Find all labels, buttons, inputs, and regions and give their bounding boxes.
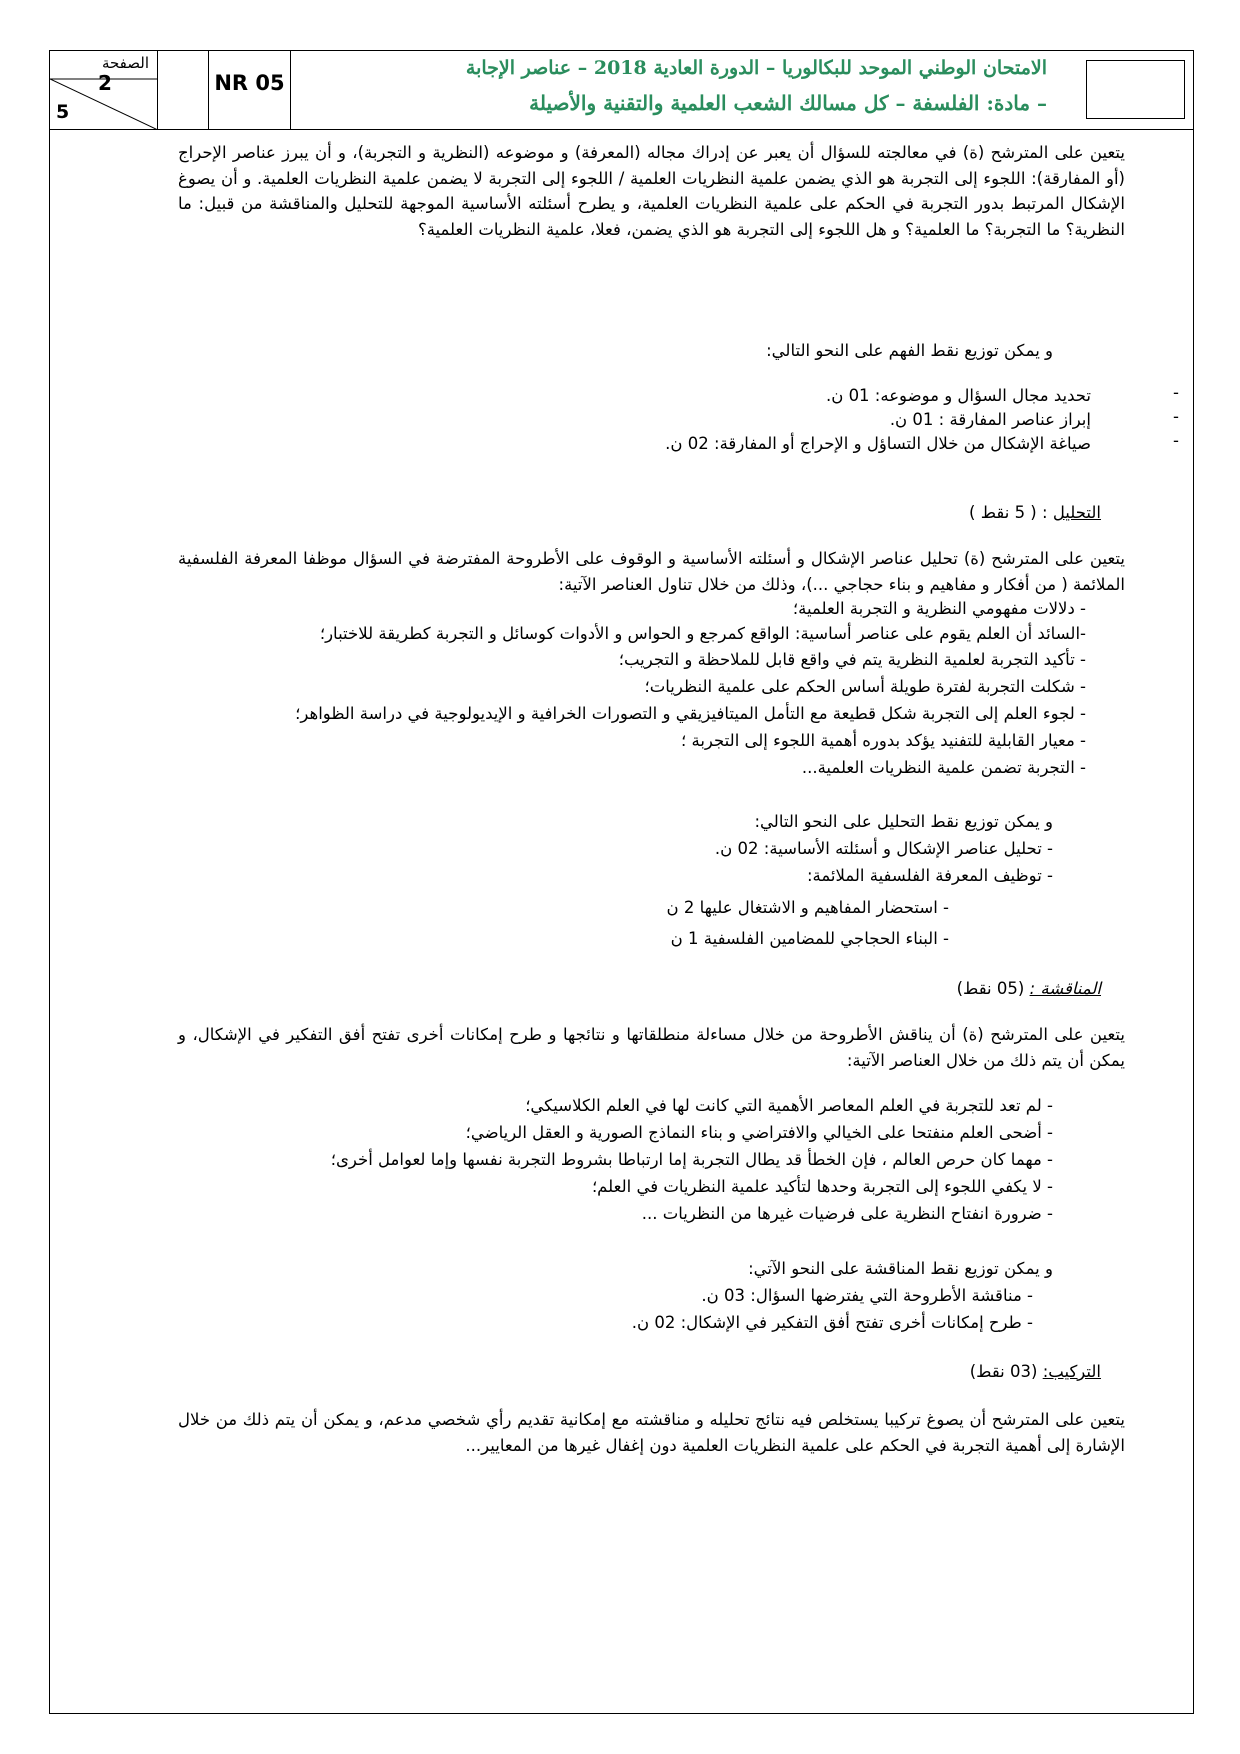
- list-item: صياغة الإشكال من خلال التساؤل و الإحراج أو المفارقة: 02 ن.: [665, 434, 1091, 453]
- analysis-paragraph: يتعين على المترشح (ة) تحليل عناصر الإشكال و أسئلته الأساسية و الوقوف على الأطروحة المفترضة في السؤال موظفا المعرفة الفلسفية الملائمة ( من أفكار و مفاهيم و بناء حجاجي ...)، وذلك من خلال تناول العناصر الآتية:: [178, 549, 1125, 594]
- discussion-heading: [957, 979, 1101, 998]
- synthesis-points: (03 نقط): [969, 1362, 1038, 1381]
- title-box: [291, 51, 1193, 130]
- page-current: 2: [98, 71, 112, 95]
- list-item: - تأكيد التجربة لعلمية النظرية يتم في واقع قابل للملاحظة و التجريب؛: [618, 650, 1086, 669]
- list-item: - طرح إمكانات أخرى تفتح أفق التفكير في الإشكال: 02 ن.: [631, 1313, 1033, 1332]
- page-total: 5: [56, 101, 70, 123]
- analysis-title: التحليل: [1052, 503, 1101, 522]
- answer-content: [50, 130, 1193, 1713]
- bullet-dash: -: [1173, 407, 1179, 426]
- exam-code: [209, 51, 291, 130]
- list-item: - دلالات مفهومي النظرية و التجربة العلمية؛: [792, 599, 1086, 618]
- list-item: - أضحى العلم منفتحا على الخيالي والافتراضي و بناء النماذج الصورية و العقل الرياضي؛: [465, 1123, 1053, 1142]
- list-item: - ضرورة انفتاح النظرية على فرضيات غيرها من النظريات ...: [641, 1204, 1053, 1223]
- analysis-distribution: و يمكن توزيع نقط التحليل على النحو التالي:: [754, 812, 1053, 831]
- exam-code-text: NR 05: [214, 70, 285, 95]
- subject-title: – مادة: الفلسفة – كل مسالك الشعب العلمية والتقنية والأصيلة: [529, 91, 1047, 115]
- list-item: - معيار القابلية للتفنيد يؤكد بدوره أهمية اللجوء إلى التجربة ؛: [681, 731, 1086, 750]
- page-label: الصفحة: [101, 54, 149, 72]
- empty-stamp-box: [1086, 60, 1185, 119]
- list-item: - استحضار المفاهيم و الاشتغال عليها 2 ن: [666, 898, 949, 917]
- list-item: - لا يكفي اللجوء إلى التجربة وحدها لتأكيد علمية النظريات في العلم؛: [591, 1177, 1053, 1196]
- discussion-paragraph: يتعين على المترشح (ة) أن يناقش الأطروحة من خلال مساءلة منطلقاتها و نتائجها و طرح إمكانات أخرى تفتح أفق التفكير في الإشكال، و يمكن أن يتم ذلك من خلال العناصر الآتية:: [178, 1025, 1125, 1070]
- header: [50, 51, 1193, 130]
- page-number-box: [50, 51, 158, 130]
- synthesis-heading: [970, 1362, 1101, 1381]
- synthesis-title: التركيب:: [1042, 1362, 1101, 1381]
- exam-title: الامتحان الوطني الموحد للبكالوريا – الدورة العادية 2018 – عناصر الإجابة: [465, 57, 1047, 79]
- intro-distribution: و يمكن توزيع نقط الفهم على النحو التالي:: [766, 341, 1053, 360]
- list-item: - لم تعد للتجربة في العلم المعاصر الأهمية التي كانت لها في العلم الكلاسيكي؛: [525, 1096, 1053, 1115]
- bullet-dash: -: [1173, 383, 1179, 402]
- list-item: - شكلت التجربة لفترة طويلة أساس الحكم على علمية النظريات؛: [644, 677, 1086, 696]
- discussion-distribution: و يمكن توزيع نقط المناقشة على النحو الآتي:: [748, 1259, 1053, 1278]
- intro-paragraph: يتعين على المترشح (ة) في معالجته للسؤال أن يعبر عن إدراك مجاله (المعرفة) و موضوعه (النظرية و التجربة)، و أن يبرز عناصر الإحراج (أو المفارقة): اللجوء إلى التجربة هو الذي يضمن علمية النظريات العلمية / اللجوء إلى التجربة لا يضمن علمية النظريات العلمية. و أن يصوغ الإشكال المرتبط بدور التجربة في الحكم على علمية النظريات العلمية، و يطرح أسئلته الأساسية الموجهة للتحليل والمناقشة من قبيل: ما النظرية؟ ما التجربة؟ ما العلمية؟ و هل اللجوء إلى التجربة هو الذي يضمن، فعلا، علمية النظريات العلمية؟: [178, 143, 1125, 239]
- page-frame: [49, 50, 1194, 1714]
- list-item: تحديد مجال السؤال و موضوعه: 01 ن.: [825, 386, 1091, 405]
- discussion-title: المناقشة :: [1029, 979, 1101, 998]
- header-spacer: [158, 51, 209, 130]
- list-item: - تحليل عناصر الإشكال و أسئلته الأساسية: 02 ن.: [714, 839, 1053, 858]
- analysis-heading: [969, 503, 1101, 522]
- list-item: - مناقشة الأطروحة التي يفترضها السؤال: 03 ن.: [701, 1286, 1033, 1305]
- list-item: - البناء الحجاجي للمضامين الفلسفية 1 ن: [670, 929, 949, 948]
- list-item: إبراز عناصر المفارقة : 01 ن.: [889, 410, 1091, 429]
- bullet-dash: -: [1173, 431, 1179, 450]
- list-item: - لجوء العلم إلى التجربة شكل قطيعة مع التأمل الميتافيزيقي و التصورات الخرافية و الإيديولوجية في دراسة الظواهر؛: [295, 704, 1086, 723]
- list-item: -السائد أن العلم يقوم على عناصر أساسية: الواقع كمرجع و الحواس و الأدوات كوسائل و التجربة كطريقة للاختبار؛: [319, 624, 1086, 643]
- list-item: - التجربة تضمن علمية النظريات العلمية...: [801, 758, 1086, 777]
- list-item: - مهما كان حرص العالم ، فإن الخطأ قد يطال التجربة إما ارتباطا بشروط التجربة نفسها وإما لعوامل أخرى؛: [330, 1150, 1053, 1169]
- list-item: - توظيف المعرفة الفلسفية الملائمة:: [806, 866, 1053, 885]
- discussion-points: (05 نقط): [956, 979, 1025, 998]
- analysis-points: : ( 5 نقط ): [969, 503, 1048, 522]
- synthesis-paragraph: يتعين على المترشح أن يصوغ تركيبا يستخلص فيه نتائج تحليله و مناقشته مع إمكانية تقديم رأي شخصي مدعم، و يمكن أن يتم ذلك من خلال الإشارة إلى أهمية التجربة في الحكم على علمية النظريات العلمية دون إغفال غيرها من المعايير...: [178, 1410, 1125, 1455]
